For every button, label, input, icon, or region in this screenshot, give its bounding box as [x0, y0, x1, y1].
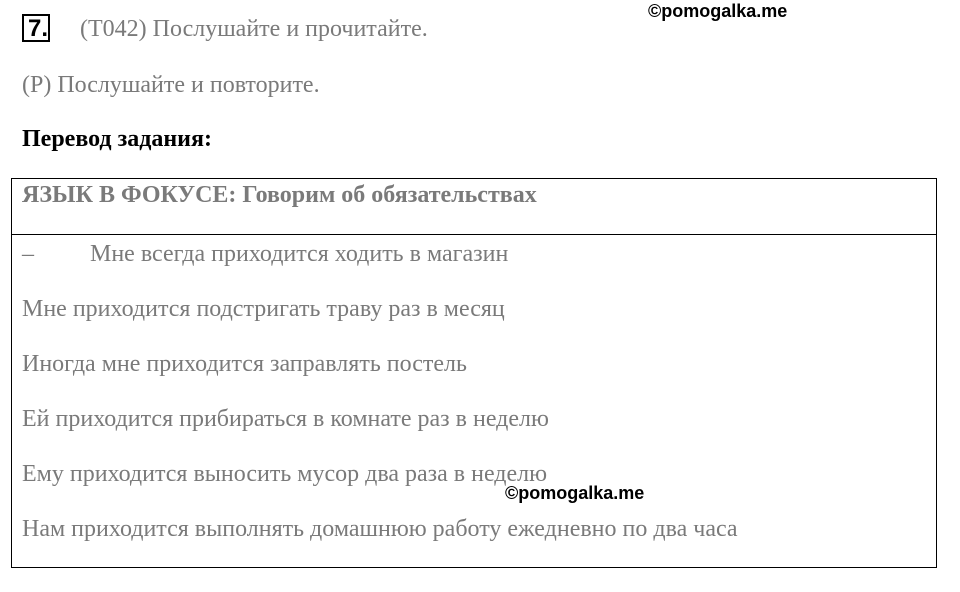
- box-divider: [12, 234, 936, 235]
- instruction-listen-repeat: (P) Послушайте и повторите.: [22, 72, 320, 98]
- dash-marker: –: [22, 241, 34, 267]
- list-item: Нам приходится выполнять домашнюю работу ежедневно по два часа: [22, 516, 738, 542]
- watermark-top: ©pomogalka.me: [648, 1, 788, 21]
- list-item-text: Мне всегда приходится ходить в магазин: [90, 241, 509, 267]
- instruction-listen-read: (T042) Послушайте и прочитайте.: [80, 16, 428, 42]
- list-item: Ему приходится выносить мусор два раза в неделю: [22, 461, 548, 487]
- task-number-box: 7.: [22, 14, 50, 42]
- list-item: Ей приходится прибираться в комнате раз в неделю: [22, 406, 549, 432]
- list-item: Иногда мне приходится заправлять постель: [22, 351, 467, 377]
- watermark-middle: ©pomogalka.me: [505, 483, 645, 503]
- language-focus-box: [11, 178, 937, 568]
- box-title: ЯЗЫК В ФОКУСЕ: Говорим об обязательствах: [22, 182, 537, 208]
- translation-heading: Перевод задания:: [22, 126, 212, 152]
- list-item: Мне приходится подстригать траву раз в месяц: [22, 296, 505, 322]
- list-item: [22, 240, 508, 268]
